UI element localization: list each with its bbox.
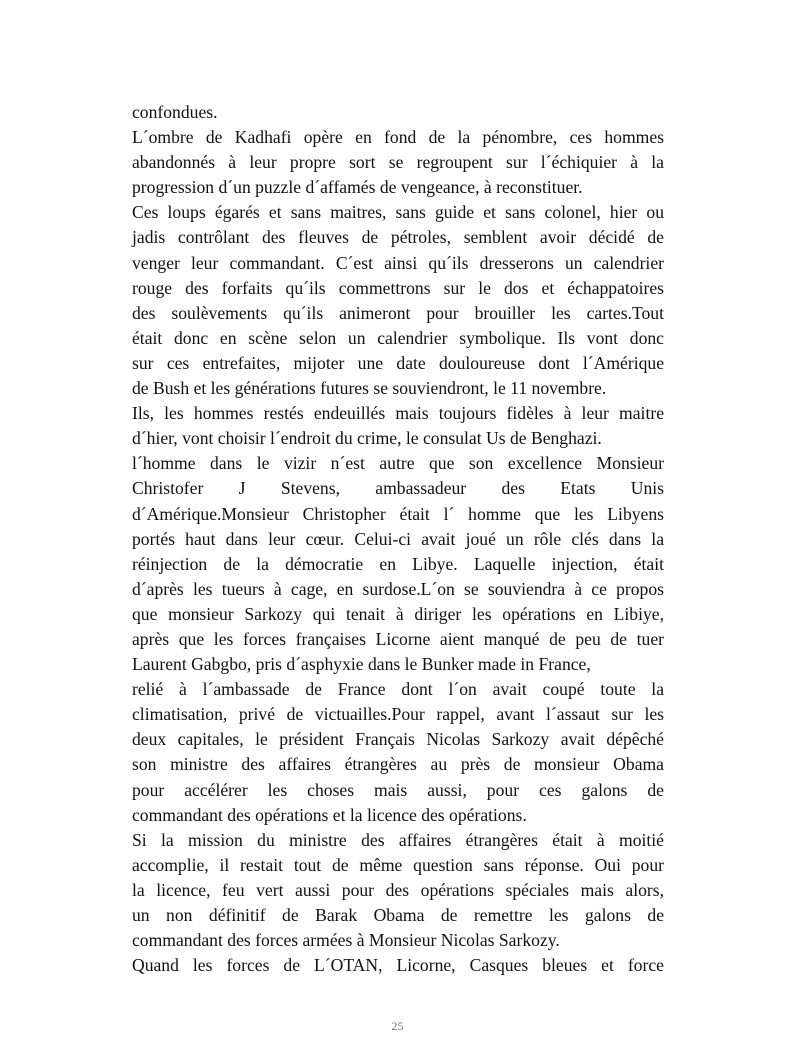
- text-line: d´Amérique.Monsieur Christopher était l´ homme que les Libyens: [132, 503, 664, 524]
- text-line: était donc en scène selon un calendrier symbolique. Ils vont donc: [132, 327, 664, 348]
- text-line: Ils, les hommes restés endeuillés mais toujours fidèles à leur maitre: [132, 403, 664, 424]
- text-line: commandant des forces armées à Monsieur Nicolas Sarkozy.: [132, 930, 560, 951]
- text-line: portés haut dans leur cœur. Celui-ci avait joué un rôle clés dans la: [132, 528, 664, 549]
- text-line: son ministre des affaires étrangères au près de monsieur Obama: [132, 754, 664, 775]
- text-line: d´hier, vont choisir l´endroit du crime, le consulat Us de Benghazi.: [132, 428, 602, 449]
- text-line: progression d´un puzzle d´affamés de vengeance, à reconstituer.: [132, 177, 583, 198]
- text-line: après que les forces françaises Licorne aient manqué de peu de tuer: [132, 628, 664, 649]
- text-line: L´ombre de Kadhafi opère en fond de la pénombre, ces hommes: [132, 127, 664, 148]
- text-line: jadis contrôlant des fleuves de pétroles, semblent avoir décidé de: [132, 227, 664, 248]
- text-line: Quand les forces de L´OTAN, Licorne, Casques bleues et force: [132, 955, 664, 976]
- text-line: un non définitif de Barak Obama de remettre les galons de: [132, 905, 664, 925]
- text-line: de Bush et les générations futures se souviendront, le 11 novembre.: [132, 378, 607, 399]
- text-line: commandant des opérations et la licence des opérations.: [132, 804, 527, 825]
- text-line: des soulèvements qu´ils animeront pour brouiller les cartes.Tout: [132, 302, 664, 323]
- text-line: climatisation, privé de victuailles.Pour rappel, avant l´assaut sur les: [132, 704, 664, 725]
- text-line: Laurent Gabgbo, pris d´asphyxie dans le Bunker made in France,: [132, 654, 591, 675]
- text-line: la licence, feu vert aussi pour des opérations spéciales mais alors,: [132, 879, 664, 900]
- text-line: accomplie, il restait tout de même question sans réponse. Oui pour: [132, 854, 664, 875]
- text-line: réinjection de la démocratie en Libye. Laquelle injection, était: [132, 553, 664, 574]
- text-line: l´homme dans le vizir n´est autre que son excellence Monsieur: [132, 453, 664, 474]
- text-line: que monsieur Sarkozy qui tenait à diriger les opérations en Libiye,: [132, 603, 664, 624]
- text-line: venger leur commandant. C´est ainsi qu´ils dresserons un calendrier: [132, 252, 664, 273]
- page-number: 25: [391, 1019, 404, 1033]
- text-line: Ces loups égarés et sans maitres, sans guide et sans colonel, hier ou: [132, 202, 664, 223]
- text-line: abandonnés à leur propre sort se regroupent sur l´échiquier à la: [132, 152, 664, 173]
- text-line: pour accélérer les choses mais aussi, pour ces galons de: [132, 779, 664, 800]
- body-text: [132, 100, 664, 978]
- text-line: Si la mission du ministre des affaires étrangères était à moitié: [132, 829, 664, 850]
- text-line: deux capitales, le président Français Nicolas Sarkozy avait dépêché: [132, 729, 664, 750]
- text-line: rouge des forfaits qu´ils commettrons sur le dos et échappatoires: [132, 277, 664, 298]
- text-line: Christofer J Stevens, ambassadeur des Etats Unis: [132, 478, 664, 499]
- text-line: confondues.: [132, 102, 218, 122]
- text-line: relié à l´ambassade de France dont l´on avait coupé toute la: [132, 679, 664, 700]
- text-line: d´après les tueurs à cage, en surdose.L´on se souviendra à ce propos: [132, 578, 664, 599]
- text-line: sur ces entrefaites, mijoter une date douloureuse dont l´Amérique: [132, 352, 664, 373]
